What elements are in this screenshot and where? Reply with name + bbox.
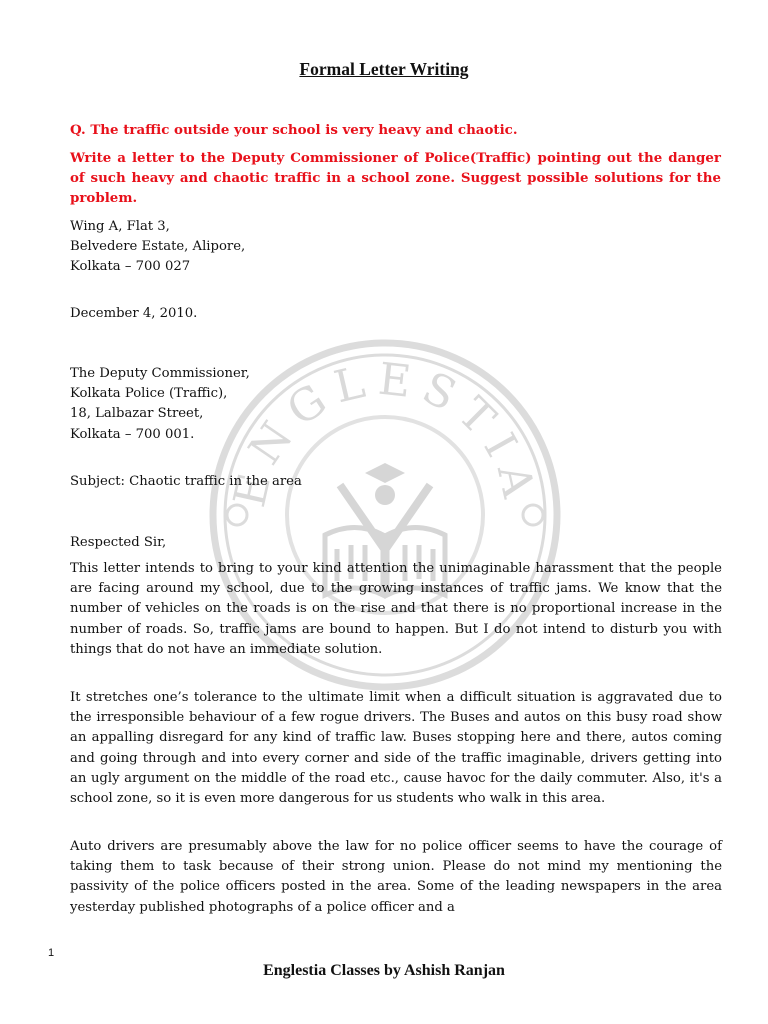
question-line: Q. The traffic outside your school is very heavy and chaotic. [70,122,518,138]
letter-salutation [70,533,722,553]
svg-text:ENGLESTIA: ENGLESTIA [224,353,546,512]
date-text: December 4, 2010. [70,306,198,321]
address-line: The Deputy Commissioner, [70,366,250,381]
page-footer: Englestia Classes by Ashish Ranjan [263,962,505,979]
letter-subject [70,472,722,492]
document-title: Formal Letter Writing [299,59,469,79]
body-paragraph: This letter intends to bring to your kind attention the unimaginable harassment that the people are facing around my school, due to the growing instances of traffic jams. We know that the number of vehicles on the roads is on the rise and that there is no proportional increase in the number of roads. So, traffic jams are bound to happen. But I do not intend to disturb you with things that do not have an immediate solution. [70,561,722,657]
address-line: Kolkata – 700 027 [70,259,191,275]
question-instructions: Write a letter to the Deputy Commissioner of Police(Traffic) pointing out the danger of such heavy and chaotic traffic in a school zone. Suggest possible solutions for the problem. [70,150,721,206]
recipient-address [70,364,722,445]
sender-address [70,217,722,278]
page-number: 1 [48,947,55,959]
address-line: Belvedere Estate, Alipore, [70,239,246,255]
address-line: Kolkata Police (Traffic), [70,386,228,402]
subject-text: Subject: Chaotic traffic in the area [70,474,302,489]
address-line: Kolkata – 700 001. [70,426,195,442]
letter-date [70,304,722,324]
address-line: 18, Lalbazar Street, [70,406,204,422]
body-paragraph: It stretches one’s tolerance to the ultimate limit when a difficult situation is aggravated due to the irresponsible behaviour of a few rogue drivers. The Buses and autos on this busy road show an appalling disregard for any kind of traffic law. Buses stopping here and there, autos coming and going through and into every corner and side of the traffic imaginable, drivers getting into an ugly argument on the middle of the road etc., cause havoc for the daily commuter. Also, it's a school zone, so it is even more dangerous for us students who walk in this area. [70,690,722,807]
salutation-text: Respected Sir, [70,535,167,550]
body-paragraph: Auto drivers are presumably above the law for no police officer seems to have the courage of taking them to task because of their strong union. Please do not mind my mentioning the passivity of the police officers posted in the area. Some of the leading newspapers in the area yesterday published photographs of a police officer and a [70,839,722,915]
address-line: Wing A, Flat 3, [70,219,170,234]
